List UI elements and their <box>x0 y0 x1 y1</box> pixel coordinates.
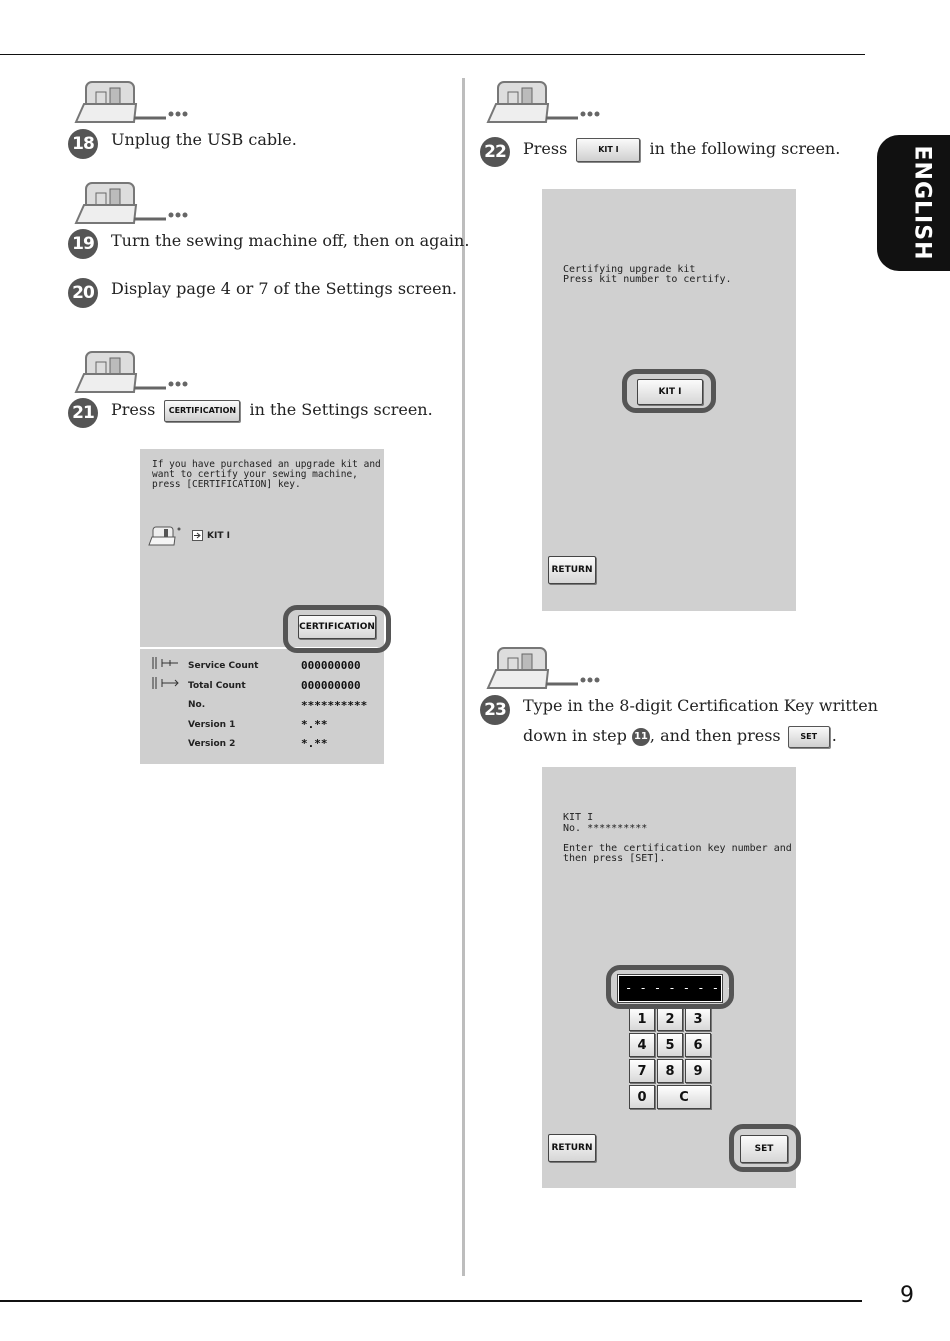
language-tab-label: ENGLISH <box>909 145 935 261</box>
key-entry-message: Enter the certification key number and then press [SET]. <box>563 843 792 864</box>
version2-label: Version 2 <box>188 739 236 749</box>
service-count-label: Service Count <box>188 661 259 671</box>
version1-value: *.** <box>301 718 328 731</box>
step-text-after: in the following screen. <box>649 139 841 158</box>
certification-button[interactable]: CERTIFICATION <box>298 615 376 639</box>
sewing-machine-icon <box>70 80 190 125</box>
key-5[interactable]: 5 <box>657 1033 683 1057</box>
step-number: 21 <box>68 398 98 428</box>
number-value: ********** <box>301 699 368 712</box>
arrow-right-icon <box>192 530 203 541</box>
ref-step-number: 11 <box>632 728 650 746</box>
step-text-after: in the Settings screen. <box>249 400 433 419</box>
page-number: 9 <box>900 1283 914 1308</box>
step-text-line1: Type in the 8-digit Certification Key written <box>523 696 878 715</box>
language-tab <box>877 135 950 271</box>
sewing-machine-small-icon <box>147 525 183 547</box>
key-9[interactable]: 9 <box>685 1059 711 1083</box>
number-label: No. <box>188 700 206 710</box>
total-count-value: 000000000 <box>301 679 361 692</box>
key-2[interactable]: 2 <box>657 1007 683 1031</box>
set-button-inline: SET <box>788 726 830 748</box>
kit-button[interactable]: KIT I <box>637 379 703 405</box>
key-1[interactable]: 1 <box>629 1007 655 1031</box>
step-text: Display page 4 or 7 of the Settings screen. <box>111 279 457 298</box>
settings-message: If you have purchased an upgrade kit and want to certify your sewing machine, press [CERTIFICATION] key. <box>152 459 381 490</box>
needle-stitch-icon <box>150 657 182 669</box>
sewing-machine-icon <box>70 181 190 226</box>
highlight-ring <box>283 605 391 653</box>
kit-label: KIT I <box>207 531 230 541</box>
step-number: 22 <box>480 137 510 167</box>
service-count-value: 000000000 <box>301 659 361 672</box>
return-button[interactable]: RETURN <box>548 1134 596 1162</box>
needle-total-icon <box>150 677 182 689</box>
bottom-rule <box>0 1300 862 1302</box>
key-8[interactable]: 8 <box>657 1059 683 1083</box>
kit-button-inline: KIT I <box>576 138 640 162</box>
sewing-machine-icon <box>70 350 190 395</box>
top-rule <box>0 54 865 55</box>
key-0[interactable]: 0 <box>629 1085 655 1109</box>
version2-value: *.** <box>301 737 328 750</box>
step-text: Unplug the USB cable. <box>111 130 297 149</box>
step-text: Turn the sewing machine off, then on again. <box>111 231 470 250</box>
kit-line: KIT I <box>563 812 594 823</box>
key-clear[interactable]: C <box>657 1085 711 1109</box>
return-button[interactable]: RETURN <box>548 556 596 584</box>
step-text-mid: , and then press <box>649 726 781 745</box>
step-text <box>111 395 433 425</box>
key-7[interactable]: 7 <box>629 1059 655 1083</box>
step-number: 18 <box>68 129 98 159</box>
kit-screen-message: Certifying upgrade kit Press kit number to certify. <box>563 264 732 285</box>
total-count-label: Total Count <box>188 681 246 691</box>
step-number: 23 <box>480 695 510 725</box>
key-display-text: - - - - - - - - <box>625 981 734 995</box>
column-divider <box>462 78 465 1276</box>
set-button[interactable]: SET <box>740 1135 788 1163</box>
version1-label: Version 1 <box>188 720 236 730</box>
highlight-ring <box>622 369 716 413</box>
step-text-line2 <box>523 721 837 751</box>
sewing-machine-icon <box>482 80 602 125</box>
highlight-ring <box>729 1124 801 1172</box>
step-text-before: Press <box>523 139 568 158</box>
step-text-end: . <box>831 726 837 745</box>
step-number: 19 <box>68 229 98 259</box>
key-6[interactable]: 6 <box>685 1033 711 1057</box>
step-text-before: Press <box>111 400 156 419</box>
sewing-machine-icon <box>482 646 602 691</box>
highlight-ring <box>606 965 734 1009</box>
step-text <box>523 134 840 164</box>
key-4[interactable]: 4 <box>629 1033 655 1057</box>
certification-button-inline: CERTIFICATION <box>164 400 240 422</box>
step-number: 20 <box>68 278 98 308</box>
key-3[interactable]: 3 <box>685 1007 711 1031</box>
number-line: No. ********** <box>563 823 648 834</box>
step-text-before: down in step <box>523 726 627 745</box>
